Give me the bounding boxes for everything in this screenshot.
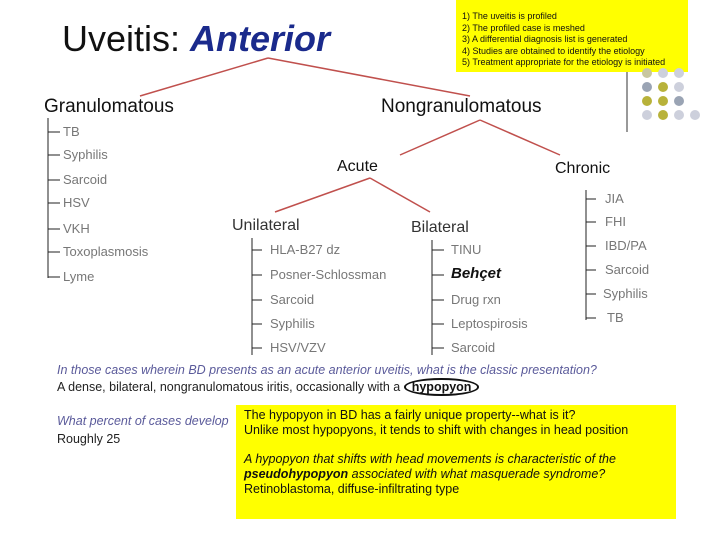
- popup-question-2b: [244, 467, 668, 482]
- chronic-item: IBD/PA: [605, 238, 647, 253]
- step-item: 3) A differential diagnosis list is generated: [462, 34, 628, 44]
- granulomatous-item: HSV: [63, 195, 90, 210]
- dot-icon: [642, 82, 652, 92]
- granulomatous-item: VKH: [63, 221, 90, 236]
- chronic-item: FHI: [605, 214, 626, 229]
- title-prefix: Uveitis:: [62, 18, 191, 59]
- bilateral-heading: Bilateral: [411, 219, 469, 236]
- chronic-item: Sarcoid: [605, 262, 650, 277]
- granulomatous-item: Syphilis: [63, 147, 108, 162]
- granulomatous-item: Sarcoid: [63, 172, 108, 187]
- bilateral-item: Sarcoid: [451, 340, 496, 355]
- title-accent: Anterior: [190, 18, 331, 59]
- step-item: 4) Studies are obtained to identify the etiology: [462, 45, 645, 56]
- unilateral-item: Sarcoid: [270, 292, 315, 307]
- dot-icon: [658, 82, 668, 92]
- popup-question-2-rest: associated with what masquerade syndrome?: [348, 467, 606, 481]
- dot-icon: [658, 68, 668, 78]
- step-item: 1) The uveitis is profiled: [462, 11, 557, 21]
- chronic-item: TB: [607, 310, 624, 325]
- unilateral-item: HSV/VZV: [270, 340, 326, 355]
- granulomatous-item: TB: [63, 124, 80, 139]
- unilateral-item: HLA-B27 dz: [270, 242, 341, 257]
- dot-icon: [658, 110, 668, 120]
- bilateral-item: TINU: [451, 242, 482, 257]
- bilateral-item: Leptospirosis: [451, 316, 528, 331]
- bilateral-item: Behçet: [451, 265, 502, 282]
- popup-box: [236, 405, 676, 519]
- answer-1: [57, 380, 479, 394]
- popup-question-2: A hypopyon that shifts with head movements is characteristic of the: [244, 452, 616, 466]
- granulomatous-item: Toxoplasmosis: [63, 244, 149, 259]
- dot-icon: [674, 110, 684, 120]
- answer-2: Roughly 25: [57, 432, 121, 446]
- dot-icon: [658, 96, 668, 106]
- dot-icon: [642, 96, 652, 106]
- granulomatous-item: Lyme: [63, 269, 95, 284]
- granulomatous-heading: Granulomatous: [44, 96, 174, 117]
- page-title: [62, 18, 330, 60]
- bilateral-item: Drug rxn: [451, 292, 501, 307]
- popup-question: The hypopyon in BD has a fairly unique property--what is it?: [244, 408, 576, 422]
- popup-answer-2: Retinoblastoma, diffuse-infiltrating type: [244, 482, 460, 496]
- acute-heading: Acute: [337, 158, 378, 175]
- dot-icon: [690, 110, 700, 120]
- step-item: 5) Treatment appropriate for the etiology is initiated: [462, 57, 666, 67]
- unilateral-item: Posner-Schlossman: [270, 267, 387, 282]
- chronic-heading: Chronic: [555, 160, 611, 177]
- dot-icon: [642, 68, 652, 78]
- dot-icon: [674, 68, 684, 78]
- unilateral-item: Syphilis: [270, 316, 315, 331]
- decorative-dots: [628, 66, 718, 126]
- popup-answer: Unlike most hypopyons, it tends to shift with changes in head position: [244, 423, 629, 437]
- unilateral-heading: Unilateral: [232, 217, 300, 234]
- dot-icon: [674, 82, 684, 92]
- steps-box: [456, 0, 688, 72]
- answer-1-text: A dense, bilateral, nongranulomatous iritis, occasionally with a: [57, 380, 404, 394]
- step-item: 2) The profiled case is meshed: [462, 22, 585, 33]
- chronic-item: JIA: [605, 191, 624, 206]
- nongranulomatous-heading: Nongranulomatous: [381, 96, 542, 117]
- hypopyon-circled: hypopyon: [404, 378, 480, 396]
- dot-icon: [674, 96, 684, 106]
- question-2: What percent of cases develop: [57, 414, 229, 428]
- chronic-item: Syphilis: [603, 286, 648, 301]
- dot-icon: [642, 110, 652, 120]
- pseudohypopyon-term: pseudohypopyon: [244, 467, 349, 481]
- question-1: In those cases wherein BD presents as an acute anterior uveitis, what is the classic presentation?: [57, 363, 597, 377]
